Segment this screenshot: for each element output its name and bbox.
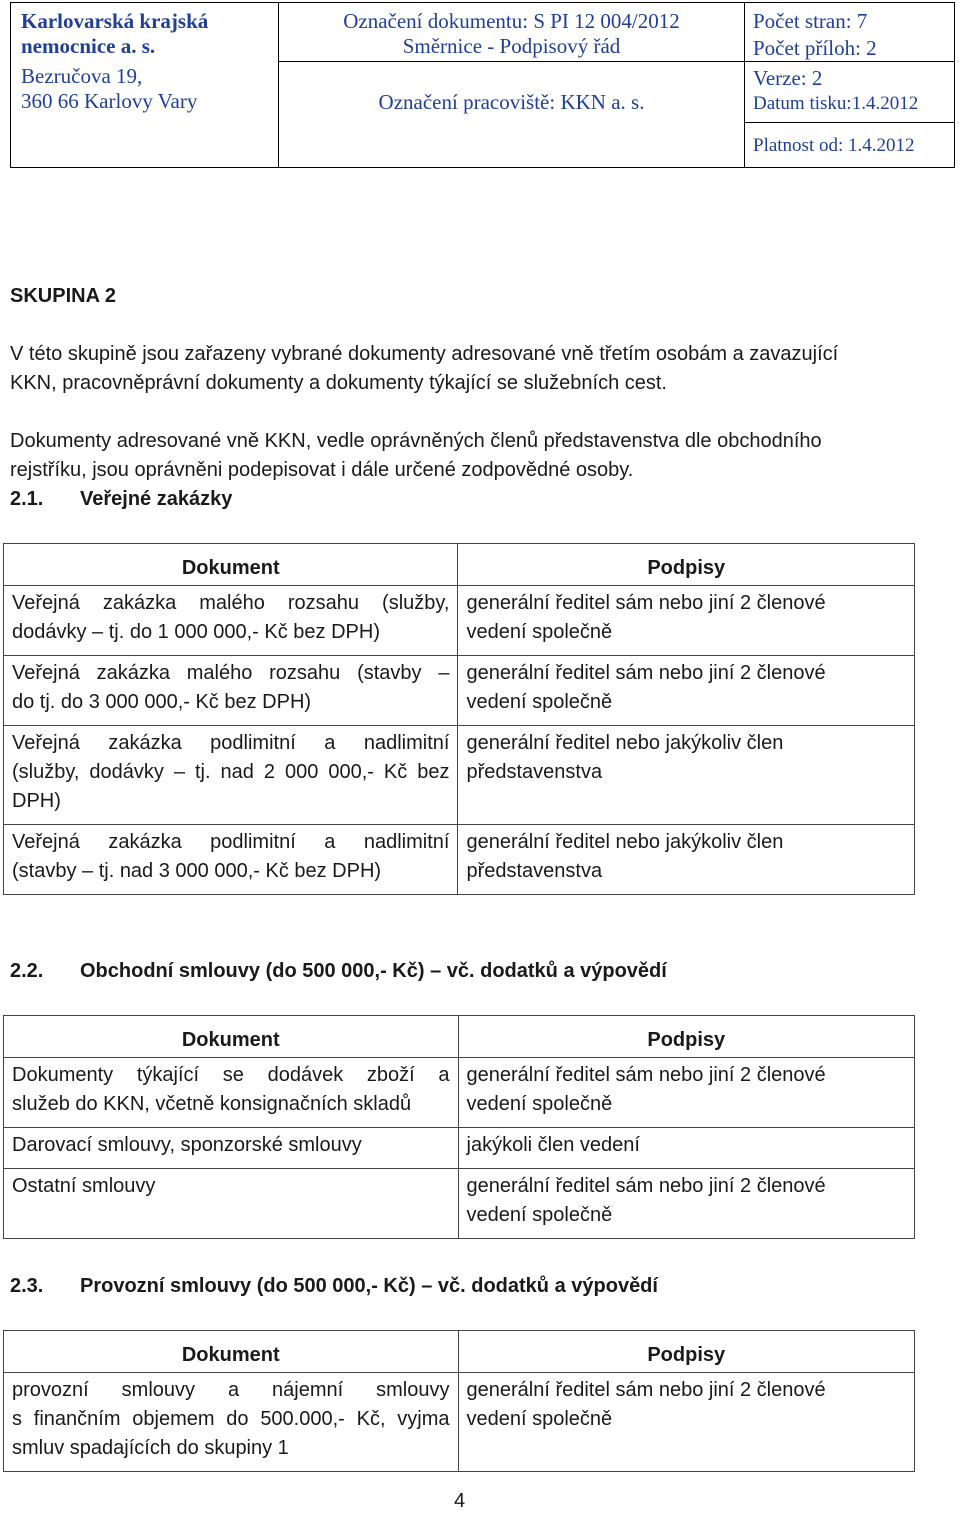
- group-title: SKUPINA 2: [10, 285, 116, 307]
- signatures-text: vedení společně: [466, 1408, 613, 1430]
- column-header-signatures: Podpisy: [458, 1016, 914, 1058]
- document-text: Ostatní smlouvy: [12, 1175, 156, 1197]
- section-number: 2.3.: [10, 1275, 44, 1297]
- attachment-count: Počet příloh: 2: [753, 36, 877, 60]
- signatures-cell: [458, 1058, 914, 1128]
- org-street: Bezručova 19,: [21, 64, 143, 88]
- table-row: [4, 726, 915, 825]
- table-row: [4, 1128, 915, 1169]
- signatures-cell: [458, 656, 915, 726]
- table-header-row: [4, 1016, 915, 1058]
- section-title: Veřejné zakázky: [80, 488, 233, 510]
- section-number: 2.2.: [10, 960, 44, 982]
- column-header-document: Dokument: [4, 1331, 459, 1373]
- document-cell: [4, 656, 458, 726]
- signatures-cell: [458, 726, 915, 825]
- section-number: 2.1.: [10, 488, 44, 510]
- table-row: [4, 656, 915, 726]
- table-row: [4, 825, 915, 895]
- signatures-cell: [458, 586, 915, 656]
- document-cell: [4, 586, 458, 656]
- section-title: Obchodní smlouvy (do 500 000,- Kč) – vč. dodatků a výpovědí: [80, 960, 667, 982]
- signatures-text: vedení společně: [466, 1093, 613, 1115]
- header-divider: [278, 61, 954, 62]
- page-number: 4: [454, 1490, 466, 1512]
- workplace: Označení pracoviště: KKN a. s.: [378, 90, 645, 114]
- signatures-text: vedení společně: [466, 691, 613, 713]
- org-city: 360 66 Karlovy Vary: [21, 89, 198, 113]
- intro-text: V této skupině jsou zařazeny vybrané dokumenty adresované vně třetím osobám a zavazující: [10, 343, 839, 365]
- document-text: dodávky – tj. do 1 000 000,- Kč bez DPH): [12, 621, 380, 643]
- table-row: [4, 1169, 915, 1239]
- signatures-text: generální ředitel nebo jakýkoliv člen: [466, 831, 784, 853]
- document-text: s finančním objemem do 500.000,- Kč, vyjma: [12, 1408, 450, 1430]
- column-header-document: Dokument: [4, 1016, 459, 1058]
- signatures-text: generální ředitel sám nebo jiní 2 členové: [466, 1064, 826, 1086]
- signatures-text: představenstva: [466, 860, 603, 882]
- signatures-cell: [458, 1169, 914, 1239]
- signatures-cell: [458, 825, 915, 895]
- org-name: Karlovarská krajská: [21, 9, 209, 33]
- table-header-row: [4, 544, 915, 586]
- document-text: smluv spadajících do skupiny 1: [12, 1437, 289, 1459]
- document-text: Darovací smlouvy, sponzorské smlouvy: [12, 1134, 362, 1156]
- signatures-text: generální ředitel nebo jakýkoliv člen: [466, 732, 784, 754]
- document-header: [10, 2, 955, 168]
- signatures-text: vedení společně: [466, 1204, 613, 1226]
- table-row: [4, 1058, 915, 1128]
- document-text: provozní smlouvy a nájemní smlouvy: [12, 1379, 450, 1401]
- document-cell: [4, 1058, 459, 1128]
- doc-title: Směrnice - Podpisový řád: [402, 34, 621, 58]
- signatures-cell: [458, 1128, 914, 1169]
- org-name: nemocnice a. s.: [21, 34, 156, 58]
- document-cell: [4, 1128, 459, 1169]
- section-title: Provozní smlouvy (do 500 000,- Kč) – vč. dodatků a výpovědí: [80, 1275, 658, 1297]
- document-text: služeb do KKN, včetně konsignačních skladů: [12, 1093, 412, 1115]
- header-divider: [744, 122, 954, 123]
- print-date: Datum tisku:1.4.2012: [753, 93, 919, 114]
- valid-from: Platnost od: 1.4.2012: [753, 135, 915, 156]
- signature-table: [3, 543, 915, 895]
- intro-text: rejstříku, jsou oprávněni podepisovat i dále určené zodpovědné osoby.: [10, 459, 634, 481]
- document-cell: [4, 726, 458, 825]
- column-header-signatures: Podpisy: [458, 544, 915, 586]
- column-header-signatures: Podpisy: [458, 1331, 915, 1373]
- signatures-text: generální ředitel sám nebo jiní 2 členové: [466, 662, 826, 684]
- document-cell: [4, 1169, 459, 1239]
- page-count: Počet stran: 7: [753, 9, 868, 33]
- signatures-text: vedení společně: [466, 621, 613, 643]
- column-header-document: Dokument: [4, 544, 458, 586]
- document-text: Dokumenty týkající se dodávek zboží a: [12, 1064, 450, 1086]
- doc-id: Označení dokumentu: S PI 12 004/2012: [343, 9, 680, 33]
- document-text: do tj. do 3 000 000,- Kč bez DPH): [12, 691, 312, 713]
- table-header-row: [4, 1331, 915, 1373]
- intro-text: KKN, pracovněprávní dokumenty a dokumenty týkající se služebních cest.: [10, 372, 667, 394]
- table-row: [4, 1373, 915, 1472]
- signatures-text: jakýkoli člen vedení: [466, 1134, 640, 1156]
- document-text: Veřejná zakázka podlimitní a nadlimitní: [12, 831, 450, 853]
- version: Verze: 2: [753, 66, 823, 90]
- document-text: Veřejná zakázka podlimitní a nadlimitní: [12, 732, 450, 754]
- document-text: DPH): [12, 790, 61, 812]
- signatures-text: generální ředitel sám nebo jiní 2 členové: [466, 1379, 826, 1401]
- signature-table: [3, 1015, 915, 1239]
- intro-text: Dokumenty adresované vně KKN, vedle oprávněných členů představenstva dle obchodního: [10, 430, 822, 452]
- signature-table: [3, 1330, 915, 1472]
- signatures-cell: [458, 1373, 915, 1472]
- document-text: (stavby – tj. nad 3 000 000,- Kč bez DPH): [12, 860, 382, 882]
- document-text: Veřejná zakázka malého rozsahu (služby,: [12, 592, 450, 614]
- document-cell: [4, 1373, 459, 1472]
- table-row: [4, 586, 915, 656]
- header-divider: [744, 3, 745, 167]
- document-cell: [4, 825, 458, 895]
- document-text: (služby, dodávky – tj. nad 2 000 000,- Kč bez: [12, 761, 450, 783]
- signatures-text: představenstva: [466, 761, 603, 783]
- signatures-text: generální ředitel sám nebo jiní 2 členové: [466, 592, 826, 614]
- signatures-text: generální ředitel sám nebo jiní 2 členové: [466, 1175, 826, 1197]
- document-text: Veřejná zakázka malého rozsahu (stavby –: [12, 662, 450, 684]
